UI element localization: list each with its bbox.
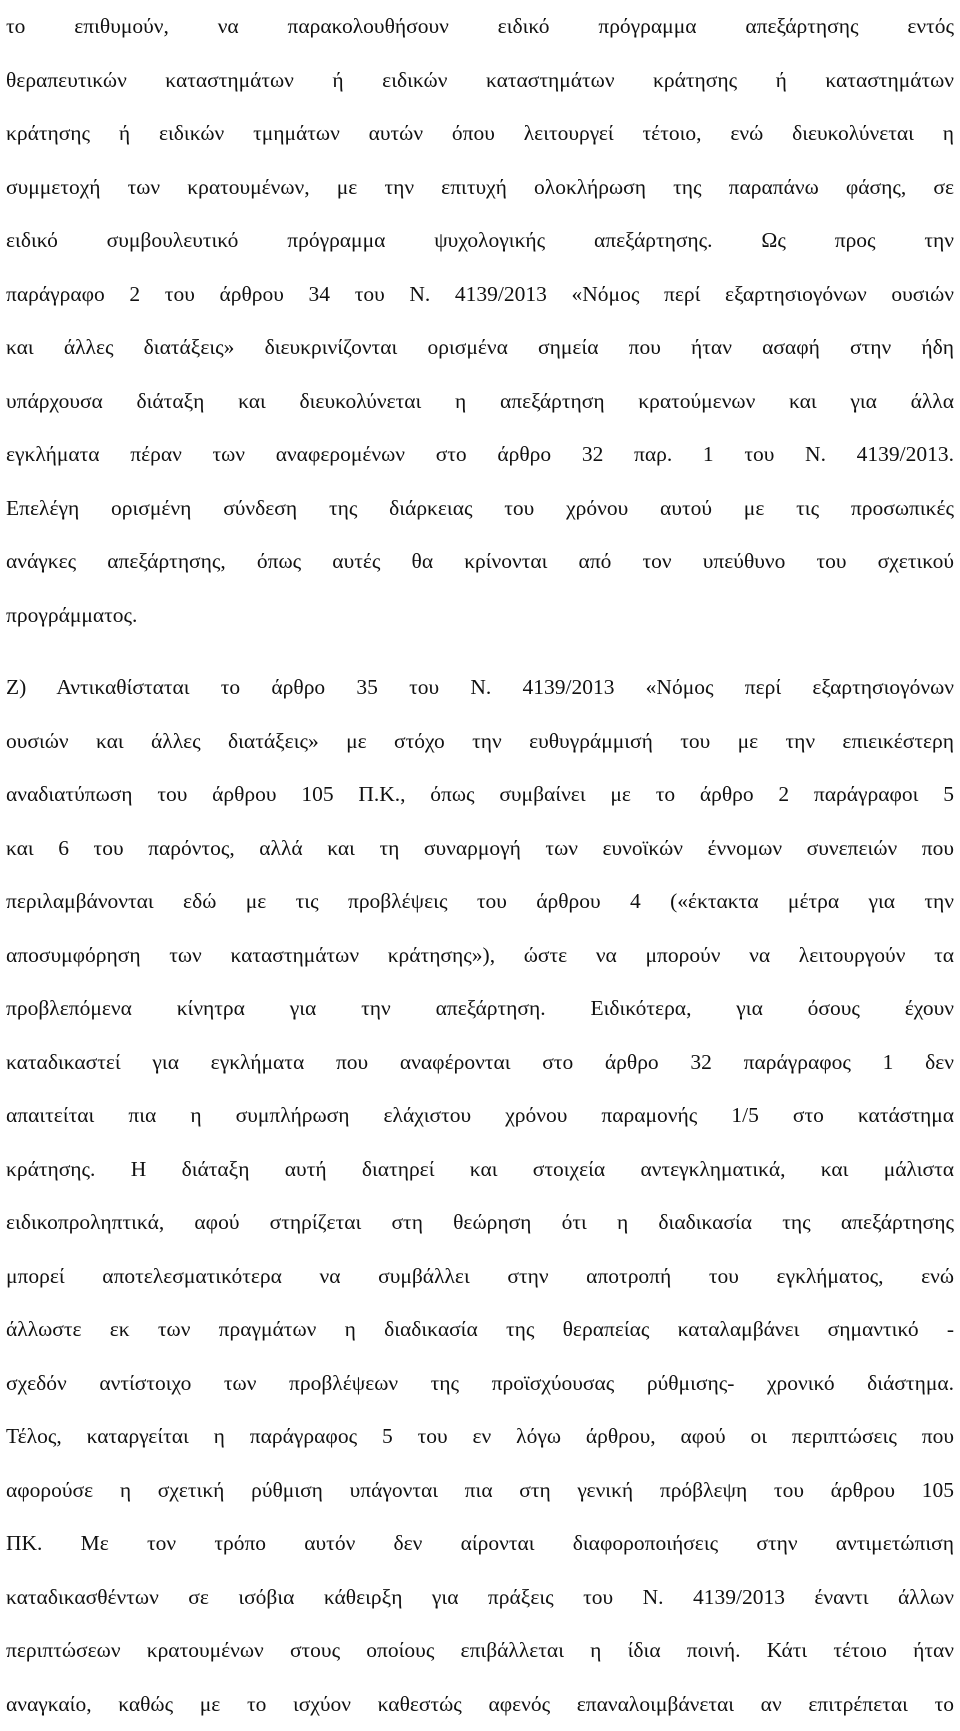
paragraph-2 (6, 661, 954, 1731)
text-line: προβλεπόμενα κίνητρα για την απεξάρτηση. Ειδικότερα, για όσους έχουν (6, 982, 954, 1036)
text-line: καταδικασθέντων σε ισόβια κάθειρξη για πράξεις του Ν. 4139/2013 έναντι άλλων (6, 1571, 954, 1625)
paragraph-1 (6, 0, 954, 642)
text-line: άλλωστε εκ των πραγμάτων η διαδικασία της θεραπείας καταλαμβάνει σημαντικό - (6, 1303, 954, 1357)
text-line: και 6 του παρόντος, αλλά και τη συναρμογή των ευνοϊκών έννομων συνεπειών που (6, 822, 954, 876)
text-line: εγκλήματα πέραν των αναφερομένων στο άρθρο 32 παρ. 1 του Ν. 4139/2013. (6, 428, 954, 482)
text-line: ΠΚ. Με τον τρόπο αυτόν δεν αίρονται διαφοροποιήσεις στην αντιμετώπιση (6, 1517, 954, 1571)
text-line: ουσιών και άλλες διατάξεις» με στόχο την ευθυγράμμισή του με την επιεικέστερη (6, 715, 954, 769)
text-line: αναδιατύπωση του άρθρου 105 Π.Κ., όπως συμβαίνει με το άρθρο 2 παράγραφοι 5 (6, 768, 954, 822)
text-line: προγράμματος. (6, 589, 954, 643)
text-line: σχεδόν αντίστοιχο των προβλέψεων της προϊσχύουσας ρύθμισης- χρονικό διάστημα. (6, 1357, 954, 1411)
text-line: αποσυμφόρηση των καταστημάτων κράτησης»), ώστε να μπορούν να λειτουργούν τα (6, 929, 954, 983)
text-line: κράτησης. Η διάταξη αυτή διατηρεί και στοιχεία αντεγκληματικά, και μάλιστα (6, 1143, 954, 1197)
text-line: αναγκαίο, καθώς με το ισχύον καθεστώς αφενός επαναλοιμβάνεται αν επιτρέπεται το (6, 1678, 954, 1731)
text-line: περιλαμβάνονται εδώ με τις προβλέψεις του άρθρου 4 («έκτακτα μέτρα για την (6, 875, 954, 929)
text-line: συμμετοχή των κρατουμένων, με την επιτυχή ολοκλήρωση της παραπάνω φάσης, σε (6, 161, 954, 215)
text-line: το επιθυμούν, να παρακολουθήσουν ειδικό πρόγραμμα απεξάρτησης εντός (6, 0, 954, 54)
text-line: παράγραφο 2 του άρθρου 34 του Ν. 4139/2013 «Νόμος περί εξαρτησιογόνων ουσιών (6, 268, 954, 322)
text-line: ειδικοπροληπτικά, αφού στηρίζεται στη θεώρηση ότι η διαδικασία της απεξάρτησης (6, 1196, 954, 1250)
text-line: περιπτώσεων κρατουμένων στους οποίους επιβάλλεται η ίδια ποινή. Κάτι τέτοιο ήταν (6, 1624, 954, 1678)
text-line: απαιτείται πια η συμπλήρωση ελάχιστου χρόνου παραμονής 1/5 στο κατάστημα (6, 1089, 954, 1143)
text-line: αφορούσε η σχετική ρύθμιση υπάγονται πια στη γενική πρόβλεψη του άρθρου 105 (6, 1464, 954, 1518)
document-page (6, 0, 954, 1731)
text-line: υπάρχουσα διάταξη και διευκολύνεται η απεξάρτηση κρατούμενων και για άλλα (6, 375, 954, 429)
text-line: ανάγκες απεξάρτησης, όπως αυτές θα κρίνονται από τον υπεύθυνο του σχετικού (6, 535, 954, 589)
paragraph-gap (6, 642, 954, 661)
text-line: Επελέγη ορισμένη σύνδεση της διάρκειας του χρόνου αυτού με τις προσωπικές (6, 482, 954, 536)
text-line: θεραπευτικών καταστημάτων ή ειδικών καταστημάτων κράτησης ή καταστημάτων (6, 54, 954, 108)
text-line: Τέλος, καταργείται η παράγραφος 5 του εν λόγω άρθρου, αφού οι περιπτώσεις που (6, 1410, 954, 1464)
text-line: κράτησης ή ειδικών τμημάτων αυτών όπου λειτουργεί τέτοιο, ενώ διευκολύνεται η (6, 107, 954, 161)
text-line: ειδικό συμβουλευτικό πρόγραμμα ψυχολογικής απεξάρτησης. Ως προς την (6, 214, 954, 268)
text-line: Ζ) Αντικαθίσταται το άρθρο 35 του Ν. 4139/2013 «Νόμος περί εξαρτησιογόνων (6, 661, 954, 715)
text-line: καταδικαστεί για εγκλήματα που αναφέρονται στο άρθρο 32 παράγραφος 1 δεν (6, 1036, 954, 1090)
text-line: μπορεί αποτελεσματικότερα να συμβάλλει στην αποτροπή του εγκλήματος, ενώ (6, 1250, 954, 1304)
text-line: και άλλες διατάξεις» διευκρινίζονται ορισμένα σημεία που ήταν ασαφή στην ήδη (6, 321, 954, 375)
